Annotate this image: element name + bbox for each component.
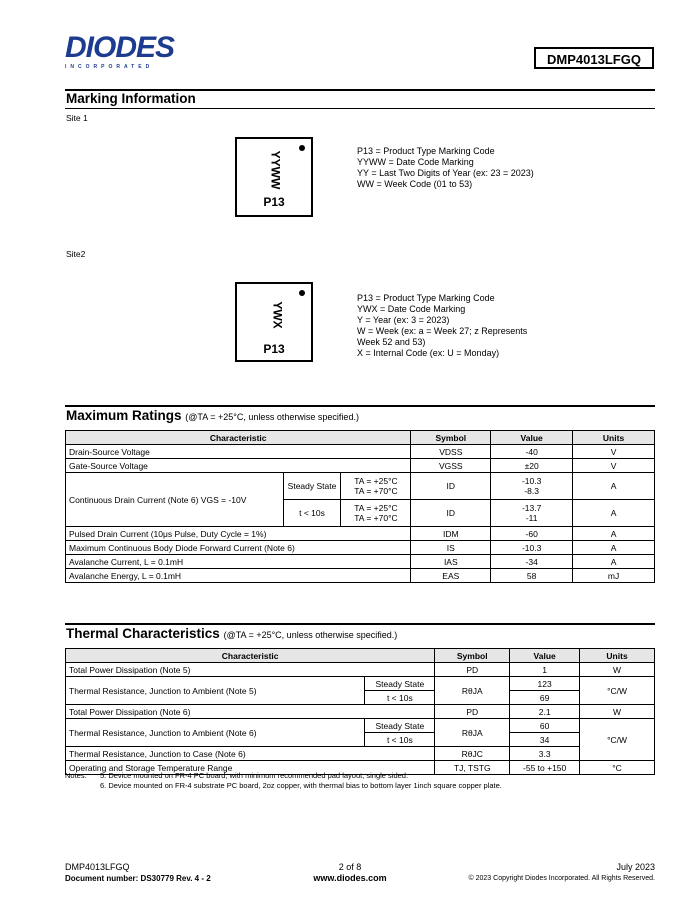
site2-label: Site2	[66, 249, 86, 259]
thermal-title: Thermal Characteristics	[66, 626, 220, 641]
description-line: YYWW = Date Code Marking	[357, 157, 474, 167]
cell: Operating and Storage Temperature Range	[66, 761, 435, 775]
cell: Avalanche Energy, L = 0.1mH	[66, 569, 411, 583]
table-row	[66, 663, 655, 677]
cell	[341, 500, 411, 527]
section-rule	[65, 108, 655, 109]
cell: t < 10s	[365, 733, 435, 747]
table-row	[66, 677, 655, 691]
cell: °C	[580, 761, 655, 775]
cell: t < 10s	[283, 500, 341, 527]
cell: A	[573, 541, 655, 555]
max-ratings-subtitle: (@TA = +25°C, unless otherwise specified.)	[185, 412, 359, 422]
site2-description	[357, 293, 527, 359]
cell: Maximum Continuous Body Diode Forward Current (Note 6)	[66, 541, 411, 555]
col-header: Value	[510, 649, 580, 663]
cell: A	[573, 527, 655, 541]
cell: Thermal Resistance, Junction to Ambient (Note 6)	[66, 719, 365, 747]
cell: Steady State	[283, 473, 341, 500]
cell: Thermal Resistance, Junction to Ambient (Note 5)	[66, 677, 365, 705]
table-row	[66, 541, 655, 555]
table-row	[66, 705, 655, 719]
note-5: 5. Device mounted on FR-4 PC board, with minimum recommended pad layout, single sided.	[100, 771, 409, 780]
cell: IAS	[411, 555, 491, 569]
cell: A	[573, 473, 655, 500]
diodes-logo	[65, 31, 175, 70]
table-row	[66, 719, 655, 733]
cell: RθJA	[435, 677, 510, 705]
pin1-dot-icon	[299, 290, 305, 296]
col-header: Characteristic	[66, 431, 411, 445]
cell: Total Power Dissipation (Note 5)	[66, 663, 435, 677]
site2-package-drawing	[235, 282, 313, 362]
cell: Steady State	[365, 719, 435, 733]
cell: 123	[510, 677, 580, 691]
cell: Gate-Source Voltage	[66, 459, 411, 473]
footer-copyright: © 2023 Copyright Diodes Incorporated. All Rights Reserved.	[468, 875, 655, 882]
cell	[341, 473, 411, 500]
cell: 34	[510, 733, 580, 747]
condition: TA = +70°C	[354, 486, 398, 496]
cell: Continuous Drain Current (Note 6) VGS = -10V	[66, 473, 284, 527]
site1-package-drawing	[235, 137, 313, 217]
site1-date-code: YYWW	[268, 150, 283, 190]
cell: °C/W	[580, 677, 655, 705]
cell: 3.3	[510, 747, 580, 761]
condition: TA = +25°C	[354, 476, 398, 486]
col-header: Symbol	[411, 431, 491, 445]
cell: -55 to +150	[510, 761, 580, 775]
note-6: 6. Device mounted on FR-4 substrate PC board, 2oz copper, with thermal bias to bottom layer 1inch square copper plate.	[100, 781, 502, 790]
description-line: YWX = Date Code Marking	[357, 304, 466, 314]
thermal-heading	[66, 626, 397, 641]
cell: PD	[435, 705, 510, 719]
cell: °C/W	[580, 719, 655, 761]
cell: TJ, TSTG	[435, 761, 510, 775]
cell: 1	[510, 663, 580, 677]
cell: W	[580, 705, 655, 719]
table-row	[66, 445, 655, 459]
footer-url[interactable]: www.diodes.com	[313, 873, 387, 883]
footer-date: July 2023	[616, 862, 655, 872]
cell: VDSS	[411, 445, 491, 459]
part-number-box: DMP4013LFGQ	[534, 47, 654, 69]
notes-label: Notes:	[65, 771, 87, 780]
condition: TA = +70°C	[354, 513, 398, 523]
table-row	[66, 459, 655, 473]
col-header: Characteristic	[66, 649, 435, 663]
cell: W	[580, 663, 655, 677]
cell: A	[573, 500, 655, 527]
cell: Pulsed Drain Current (10μs Pulse, Duty Cycle = 1%)	[66, 527, 411, 541]
cell: 2.1	[510, 705, 580, 719]
cell: Steady State	[365, 677, 435, 691]
cell: Drain-Source Voltage	[66, 445, 411, 459]
cell: EAS	[411, 569, 491, 583]
table-row	[66, 747, 655, 761]
site1-description	[357, 146, 534, 190]
max-ratings-title: Maximum Ratings	[66, 408, 182, 423]
condition: TA = +25°C	[354, 503, 398, 513]
footer-docnum: Document number: DS30779 Rev. 4 - 2	[65, 874, 211, 883]
description-line: X = Internal Code (ex: U = Monday)	[357, 348, 500, 358]
thermal-subtitle: (@TA = +25°C, unless otherwise specified.)	[223, 630, 398, 640]
description-line: WW = Week Code (01 to 53)	[357, 179, 473, 189]
cell: V	[573, 459, 655, 473]
max-ratings-table	[65, 430, 655, 583]
footer-part: DMP4013LFGQ	[65, 862, 130, 872]
cell: t < 10s	[365, 691, 435, 705]
cell: Thermal Resistance, Junction to Case (Note 6)	[66, 747, 435, 761]
col-header: Symbol	[435, 649, 510, 663]
section-rule	[65, 623, 655, 625]
cell: 69	[510, 691, 580, 705]
cell: -10.3 -8.3	[491, 473, 573, 500]
col-header: Units	[580, 649, 655, 663]
cell: -10.3	[491, 541, 573, 555]
cell: ±20	[491, 459, 573, 473]
cell: 60	[510, 719, 580, 733]
description-line: P13 = Product Type Marking Code	[357, 293, 495, 303]
cell: ID	[411, 500, 491, 527]
cell: RθJA	[435, 719, 510, 747]
site1-label: Site 1	[66, 113, 88, 123]
cell: IDM	[411, 527, 491, 541]
logo-text: DIODES	[65, 31, 175, 64]
cell: -34	[491, 555, 573, 569]
cell: mJ	[573, 569, 655, 583]
footer-page: 2 of 8	[338, 862, 362, 872]
cell: -40	[491, 445, 573, 459]
cell: VGSS	[411, 459, 491, 473]
table-header-row	[66, 649, 655, 663]
max-ratings-heading	[66, 408, 359, 423]
cell: 58	[491, 569, 573, 583]
table-row	[66, 473, 655, 500]
table-header-row	[66, 431, 655, 445]
table-row	[66, 569, 655, 583]
description-line: YY = Last Two Digits of Year (ex: 23 = 2023)	[357, 168, 534, 178]
pin1-dot-icon	[299, 145, 305, 151]
marking-title: Marking Information	[66, 91, 196, 106]
site1-product-code: P13	[263, 195, 285, 209]
site2-product-code: P13	[263, 342, 285, 356]
cell: Total Power Dissipation (Note 6)	[66, 705, 435, 719]
cell: ID	[411, 473, 491, 500]
col-header: Value	[491, 431, 573, 445]
logo-subtext: INCORPORATED	[65, 64, 154, 70]
description-line: P13 = Product Type Marking Code	[357, 146, 495, 156]
cell: Avalanche Current, L = 0.1mH	[66, 555, 411, 569]
cell: V	[573, 445, 655, 459]
cell: PD	[435, 663, 510, 677]
table-row	[66, 527, 655, 541]
description-line: Week 52 and 53)	[357, 337, 426, 347]
description-line: W = Week (ex: a = Week 27; z Represents	[357, 326, 528, 336]
cell: RθJC	[435, 747, 510, 761]
description-line: Y = Year (ex: 3 = 2023)	[357, 315, 450, 325]
cell: -13.7 -11	[491, 500, 573, 527]
site2-date-code: YWX	[270, 301, 285, 329]
table-row	[66, 555, 655, 569]
cell: IS	[411, 541, 491, 555]
cell: -60	[491, 527, 573, 541]
col-header: Units	[573, 431, 655, 445]
cell: A	[573, 555, 655, 569]
section-rule	[65, 405, 655, 407]
thermal-table	[65, 648, 655, 775]
